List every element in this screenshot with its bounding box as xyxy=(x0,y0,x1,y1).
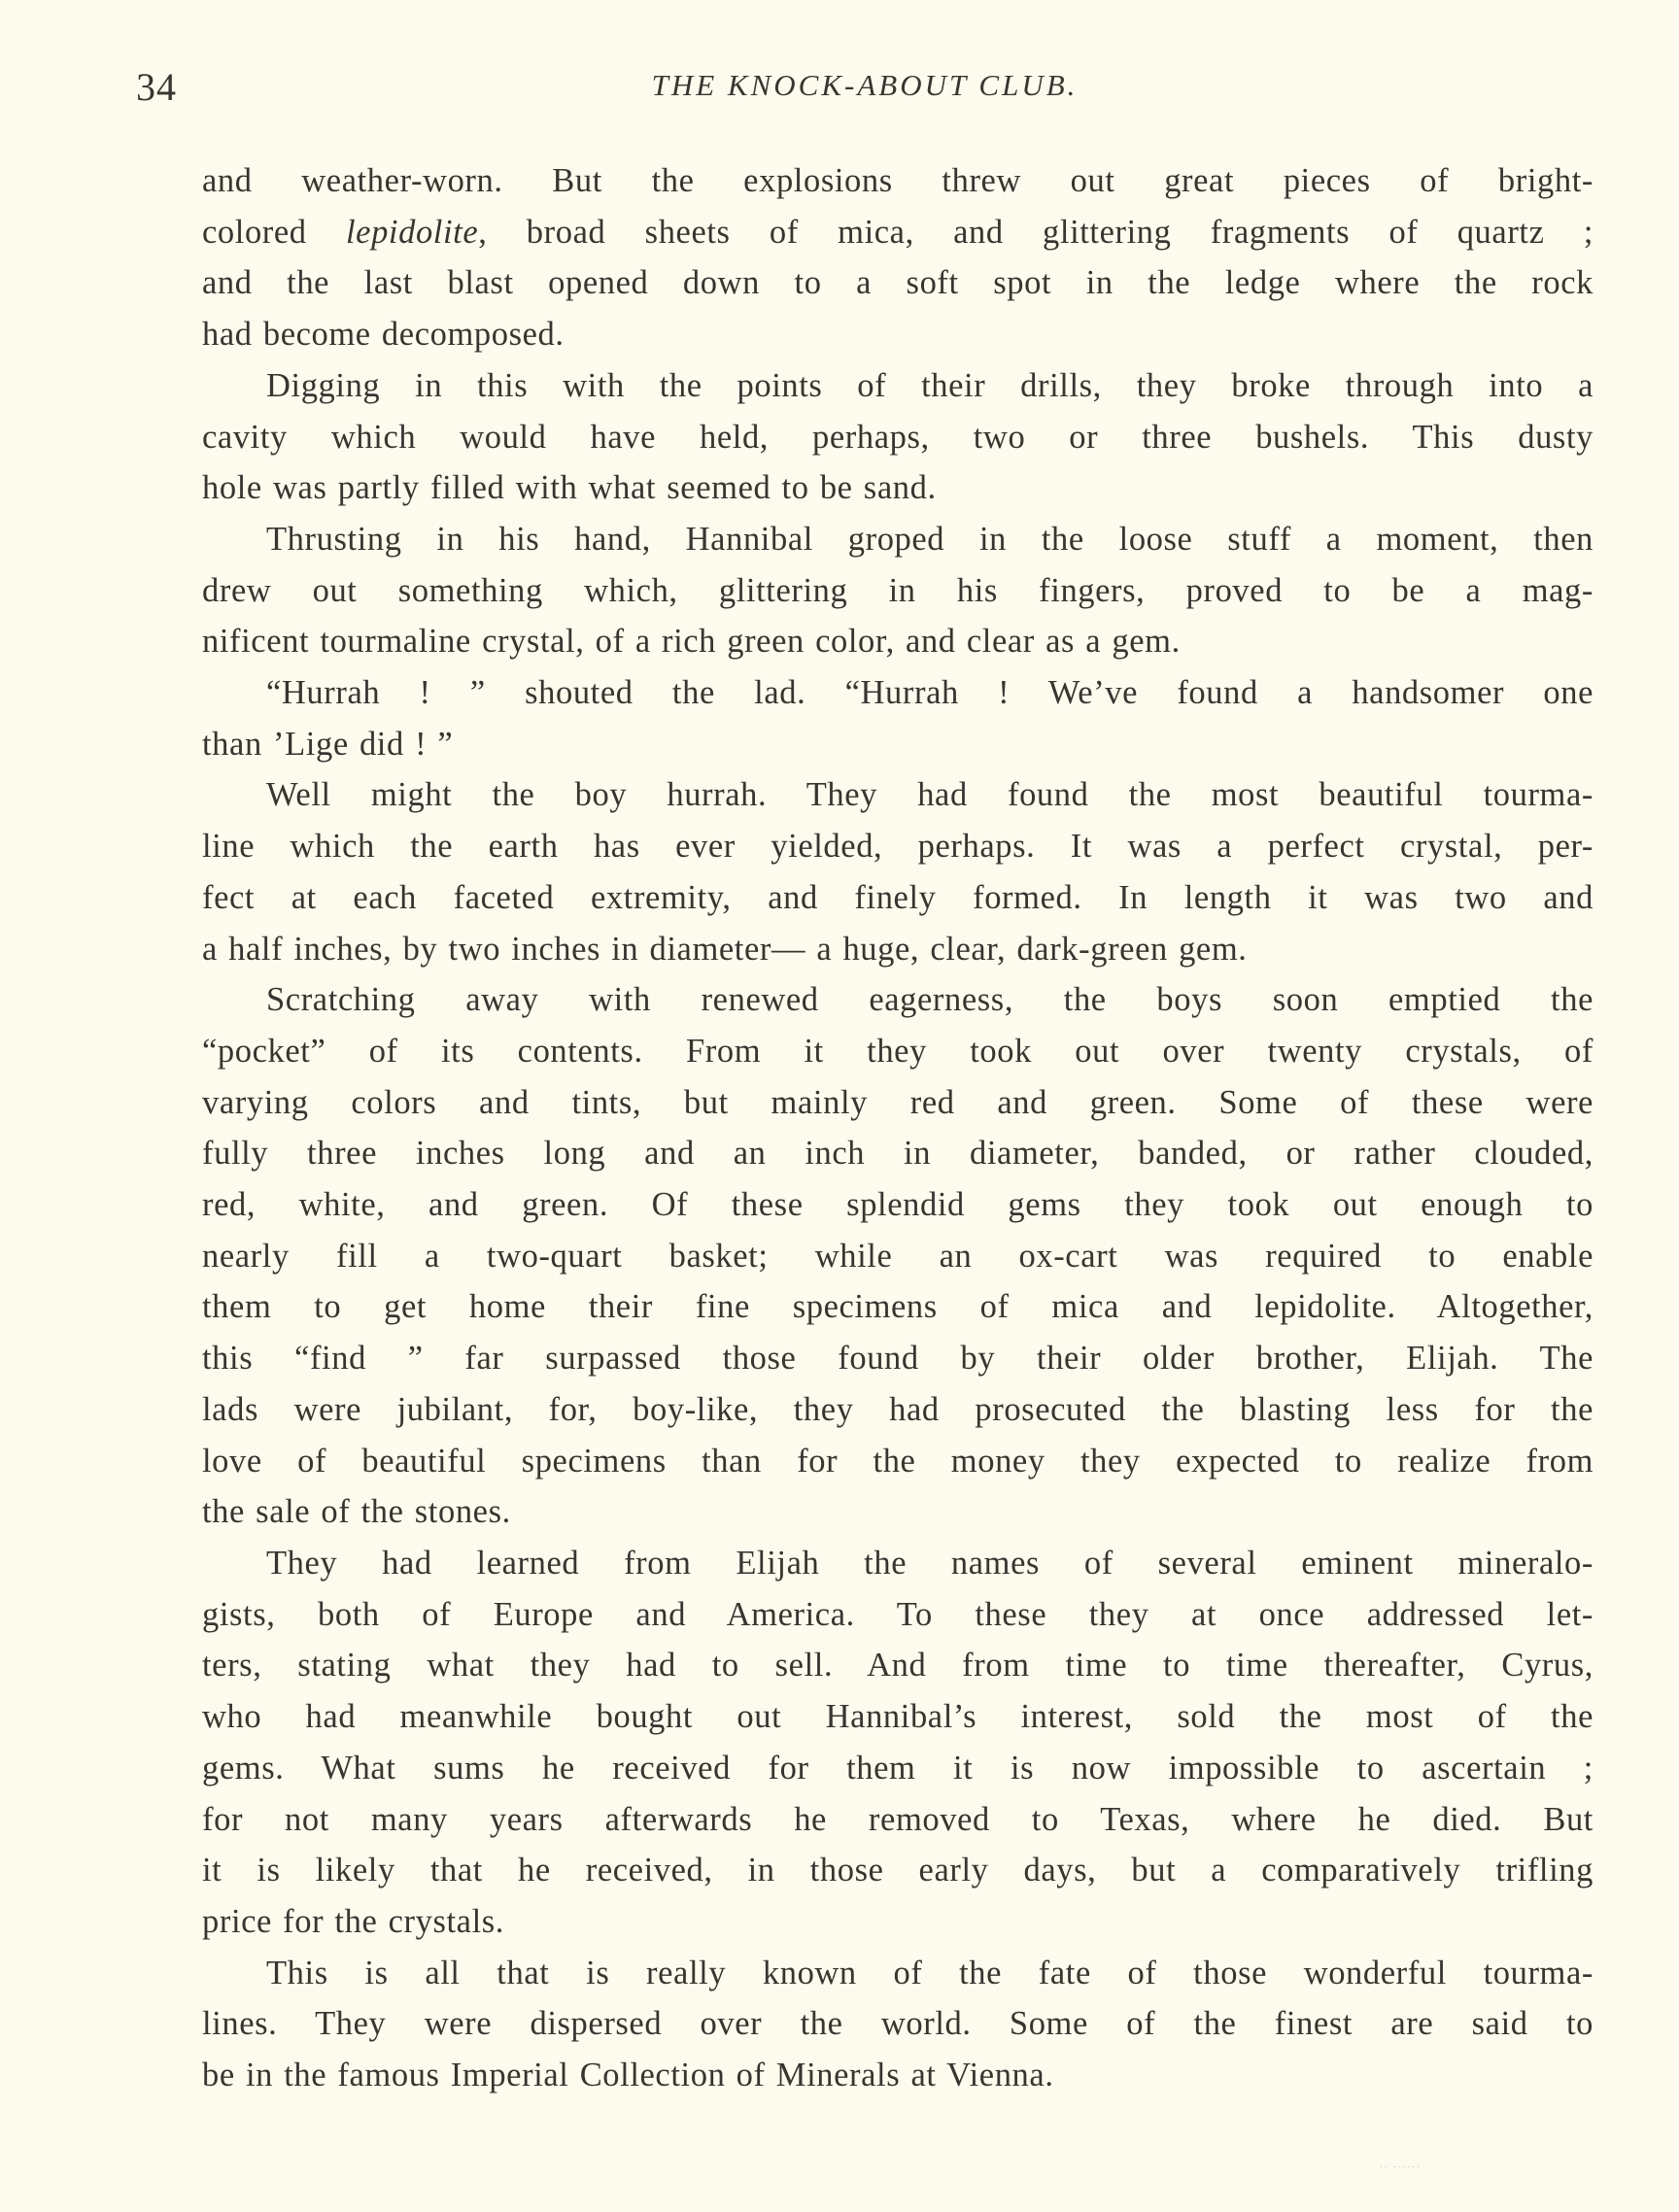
text-line: and the last blast opened down to a soft spot in the ledge where the rock xyxy=(202,264,1593,302)
text-line: fect at each faceted extremity, and finely formed. In length it was two and xyxy=(202,878,1593,916)
paragraph xyxy=(138,667,1593,769)
text-line: “Hurrah ! ” shouted the lad. “Hurrah ! We’ve found a handsomer one xyxy=(266,674,1593,712)
text-line: gists, both of Europe and America. To these they at once addressed let- xyxy=(202,1595,1593,1633)
text-line: lads were jubilant, for, boy-like, they had prosecuted the blasting less for the xyxy=(202,1390,1593,1428)
text-line: price for the crystals. xyxy=(202,1902,505,1940)
paragraph xyxy=(138,1948,1593,2101)
text-line: line which the earth has ever yielded, perhaps. It was a perfect crystal, per- xyxy=(202,828,1593,866)
text-line: red, white, and green. Of these splendid gems they took out enough to xyxy=(202,1186,1593,1224)
text-line: nificent tourmaline crystal, of a rich green color, and clear as a gem. xyxy=(202,623,1181,661)
text-line: Thrusting in his hand, Hannibal groped in the loose stuff a moment, then xyxy=(266,520,1593,558)
text-line: be in the famous Imperial Collection of Minerals at Vienna. xyxy=(202,2057,1054,2094)
text-line: the sale of the stones. xyxy=(202,1493,511,1531)
text-line: “pocket” of its contents. From it they took out over twenty crystals, of xyxy=(202,1032,1593,1070)
text-line: had become decomposed. xyxy=(202,316,565,354)
running-title: THE KNOCK-ABOUT CLUB. xyxy=(651,68,1079,102)
text-line: ters, stating what they had to sell. And from time to time thereafter, Cyrus, xyxy=(202,1647,1593,1685)
italic-term: lepidolite xyxy=(345,213,479,251)
text-line: gems. What sums he received for them it is now impossible to ascertain ; xyxy=(202,1749,1593,1787)
text-line: who had meanwhile bought out Hannibal’s interest, sold the most of the xyxy=(202,1698,1593,1736)
text-line: a half inches, by two inches in diameter— a huge, clear, dark-green gem. xyxy=(202,930,1248,968)
text-line: them to get home their fine specimens of mica and lepidolite. Altogether, xyxy=(202,1288,1593,1326)
text-line: and weather-worn. But the explosions threw out great pieces of bright- xyxy=(202,162,1593,199)
page-header xyxy=(136,64,1593,113)
text-line: Digging in this with the points of their drills, they broke through into a xyxy=(266,366,1593,404)
text-line: fully three inches long and an inch in diameter, banded, or rather clouded, xyxy=(202,1135,1593,1173)
page-number: 34 xyxy=(136,65,177,109)
text-line: it is likely that he received, in those early days, but a comparatively trifling xyxy=(202,1852,1593,1889)
text-line: cavity which would have held, perhaps, two or three bushels. This dusty xyxy=(202,418,1593,456)
text-line: Well might the boy hurrah. They had found the most beautiful tourma- xyxy=(266,776,1593,814)
text-line: this “find ” far surpassed those found by their older brother, Elijah. The xyxy=(202,1340,1593,1378)
text-line: hole was partly filled with what seemed to be sand. xyxy=(202,469,937,507)
text-line: nearly fill a two-quart basket; while an ox-cart was required to enable xyxy=(202,1237,1593,1275)
text-line: drew out something which, glittering in his fingers, proved to be a mag- xyxy=(202,571,1593,609)
text-line: They had learned from Elijah the names of several eminent mineralo- xyxy=(266,1544,1593,1582)
paragraph xyxy=(138,360,1593,514)
ink-smudge-mark: ˑˑ ˑˑˑˑˑˑ xyxy=(1380,2163,1422,2174)
body-text xyxy=(138,155,1593,2101)
paragraph xyxy=(138,155,1593,360)
text-line: for not many years afterwards he removed to Texas, where he died. But xyxy=(202,1800,1593,1838)
text-line: love of beautiful specimens than for the money they expected to realize from xyxy=(202,1442,1593,1480)
text-line: varying colors and tints, but mainly red and green. Some of these were xyxy=(202,1083,1593,1121)
paragraph xyxy=(138,974,1593,1538)
paragraph xyxy=(138,1538,1593,1948)
paragraph xyxy=(138,769,1593,974)
text-line: colored lepidolite, broad sheets of mica, and glittering fragments of quartz ; xyxy=(202,213,1594,251)
text-line: Scratching away with renewed eagerness, the boys soon emptied the xyxy=(266,981,1593,1019)
text-line: This is all that is really known of the fate of those wonderful tourma- xyxy=(266,1954,1593,1991)
text-line: than ’Lige did ! ” xyxy=(202,725,454,763)
text-line: lines. They were dispersed over the world. Some of the finest are said to xyxy=(202,2005,1593,2043)
paragraph xyxy=(138,514,1593,667)
